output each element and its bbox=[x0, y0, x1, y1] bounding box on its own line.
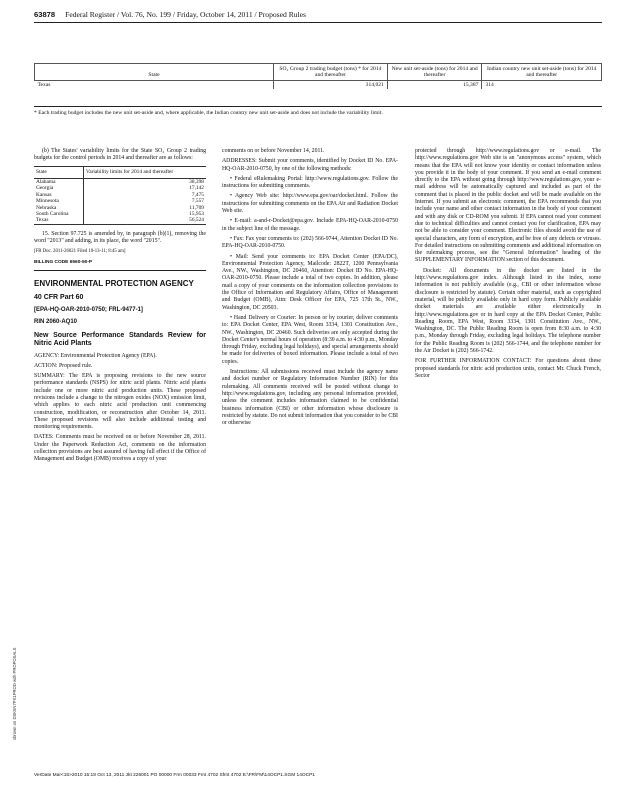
addresses-paragraph: ADDRESSES: Submit your comments, identified by Docket ID No. EPA-HQ-OAR-2010-0750, by one of the following methods: bbox=[222, 158, 398, 172]
paragraph: 15. Section 97.725 is amended by, in paragraph (b)(1), removing the word "2013" and adding, in its place, the word "2015". bbox=[34, 230, 206, 245]
cell-limit: 11,709 bbox=[83, 205, 206, 211]
cell-limit: 15,953 bbox=[83, 211, 206, 217]
col-header-state: State bbox=[34, 166, 83, 178]
table-row bbox=[35, 81, 602, 90]
header-rule bbox=[34, 22, 602, 23]
cell-limit: 56,524 bbox=[83, 217, 206, 224]
bullet-mail: • Mail: Send your comments to: EPA Docket Center (EPA/DC), Environmental Protection Agency, Mailcode: 2822T, 1200 Pennsylvania Ave., NW., Washington, DC 20460, Attention: Docket ID No. EPA-HQ-OAR-2010-0750. Please include a total of two copies. In addition, please mail a copy of your comments on the information collection provisions to the Office of Information and Regulatory Affairs, Office of Management and Budget (OMB), Attn: Desk Officer for EPA, 725 17th St., NW., Washington, DC 20503. bbox=[222, 253, 398, 311]
page-footer: VerDate Mar<15>2010 15:18 Oct 13, 2011 Jkt 226001 PO 00000 Frm 00033 Fmt 4702 Sfmt 4702 E:\FR\FM\14OCP1.SGM 14OCP1 bbox=[34, 773, 315, 778]
cell-limit: 38,398 bbox=[83, 178, 206, 185]
paragraph: comments on or before November 14, 2011. bbox=[222, 148, 325, 154]
page-number: 63878 bbox=[34, 10, 56, 19]
agency-heading: ENVIRONMENTAL PROTECTION AGENCY bbox=[34, 278, 194, 288]
col-header-setaside: New unit set-aside (tons) for 2014 and thereafter bbox=[387, 64, 482, 81]
variability-table bbox=[34, 166, 206, 225]
col-header-state: State bbox=[35, 64, 274, 81]
rule-title: New Source Performance Standards Review for Nitric Acid Plants bbox=[34, 331, 206, 347]
cell-state: Texas bbox=[37, 82, 51, 88]
dates-paragraph: DATES: Comments must be received on or before November 28, 2011. Under the Paperwork Reduction Act, comments on the information collection provisions are best assured of having full effect if the Office of Management and Budget (OMB) receives a copy of your bbox=[34, 434, 206, 463]
cfr-heading: 40 CFR Part 60 bbox=[34, 293, 84, 301]
column-2 bbox=[222, 148, 398, 430]
column-1 bbox=[34, 148, 206, 467]
cell-limit: 7,475 bbox=[83, 192, 206, 198]
cell-state: Minnesota bbox=[36, 198, 59, 205]
bullet-fax: • Fax: Fax your comments to: (202) 566-9744, Attention Docket ID No. EPA-HQ-OAR-2010-0750. bbox=[222, 235, 398, 250]
bullet-hand-delivery: • Hand Delivery or Courier: In person or by courier, deliver comments to: EPA Docket Center, EPA West, Room 3334, 1301 Constitution Ave., NW., Washington, DC 20460. Such deliveries are only accepted during the Docket Center's normal hours of operation (8:30 a.m. to 4:30 p.m., Monday through Friday, excluding legal holidays), and special arrangements should be made for deliveries of boxed information. Please include a total of two copies. bbox=[222, 314, 398, 365]
table-row bbox=[34, 178, 206, 185]
column-3 bbox=[415, 148, 601, 383]
side-stamp: sbrown on DSK6N7PX1PROD with PROPOSALS bbox=[12, 647, 17, 740]
cell-limit: 7,557 bbox=[83, 198, 206, 204]
bullet-email: • E-mail: a-and-r-Docket@epa.gov. Include EPA-HQ-OAR-2010-0750 in the subject line of the message. bbox=[222, 218, 398, 232]
cell-state: Georgia bbox=[36, 185, 54, 192]
bullet-portal: • Federal eRulemaking Portal: http://www.regulations.gov. Follow the instructions for submitting comments. bbox=[222, 175, 398, 190]
publication-line: Federal Register / Vol. 76, No. 199 / Friday, October 14, 2011 / Proposed Rules bbox=[65, 10, 306, 19]
cell-budget: 314,021 bbox=[274, 81, 388, 90]
docket-paragraph: Docket: All documents in the docket are listed in the http://www.regulations.gov index. Although listed in the index, some information is not publicly available (e.g., CBI or other information whose disclosure is restricted by statute). Certain other material, such as copyrighted material, will be publicly available only in hard copy form. Publicly available docket materials are available either electronically in http://www.regulations.gov or in hard copy at the EPA Docket Center, Public Reading Room, EPA West, Room 3334, 1301 Constitution Ave., NW., Washington, DC. The Public Reading Room is open from 8:30 a.m. to 4:30 p.m., Monday through Friday, excluding legal holidays. The telephone number for the Public Reading Room is (202) 566-1744, and the telephone number for the Air Docket is (202) 566-1742. bbox=[415, 267, 601, 355]
table-row bbox=[34, 217, 206, 224]
cell-state: South Carolina bbox=[36, 210, 69, 217]
budget-table bbox=[34, 63, 602, 89]
col-header-indian: Indian country new unit set-aside (tons) for 2014 and thereafter bbox=[482, 64, 602, 81]
cell-state: Kansas bbox=[36, 191, 52, 198]
action-line: ACTION: Proposed rule. bbox=[34, 362, 93, 369]
agency-line: AGENCY: Environmental Protection Agency (EPA). bbox=[34, 352, 157, 359]
cell-indian: 314 bbox=[482, 81, 602, 90]
instructions-paragraph: Instructions: All submissions received must include the agency name and docket number or Regulatory Information Number (RIN) for this rulemaking. All comments received will be posted without change to http://www.regulations.gov, including any personal information provided, unless the comment includes information claimed to be confidential business information (CBI) or other information whose disclosure is restricted by statute. Do not submit information that you consider to be CBI or otherwise bbox=[222, 369, 398, 427]
summary-paragraph: SUMMARY: The EPA is proposing revisions to the new source performance standards (NSPS) for nitric acid plants. Nitric acid plants include one or more nitric acid production units. These proposed revisions include a change to the nitrogen oxides (NOX) emission limit, which applies to each nitric acid production unit commencing construction, modification, or reconstruction after October 14, 2011. These proposed revisions will also include additional testing and monitoring requirements. bbox=[34, 373, 206, 431]
cell-state: Texas bbox=[34, 217, 83, 224]
table-rule bbox=[34, 106, 602, 107]
rin: RIN 2060-AQ10 bbox=[34, 319, 78, 326]
table-footnote: * Each trading budget includes the new unit set-aside and, where applicable, the Indian country new unit set-aside and does not include the variability limit. bbox=[34, 110, 383, 116]
cell-state: Alabama bbox=[36, 178, 56, 185]
page-header bbox=[34, 10, 602, 19]
cell-limit: 17,142 bbox=[83, 185, 206, 191]
paragraph: (b) The States' variability limits for the State SO₂ Group 2 trading budgets for the control periods in 2014 and thereafter are as follows: bbox=[34, 148, 206, 162]
cell-state: Nebraska bbox=[36, 204, 57, 211]
col-header-limits: Variability limits for 2014 and thereafter bbox=[83, 166, 206, 178]
billing-code: BILLING CODE 6560-50-P bbox=[34, 259, 93, 265]
col-header-budget: SO₂ Group 2 trading budget (tons) * for 2014 and thereafter bbox=[274, 64, 388, 81]
filing-line: [FR Doc. 2011-26021 Filed 10-13-11; 8:45 am] bbox=[34, 249, 126, 255]
bullet-website: • Agency Web site: http://www.epa.gov/oar/docket.html. Follow the instructions for submitting comments on the EPA Air and Radiation Docket Web site. bbox=[222, 193, 398, 215]
docket-number: [EPA-HQ-OAR-2010-0750; FRL-9477-1] bbox=[34, 306, 143, 313]
contact-paragraph: FOR FURTHER INFORMATION CONTACT: For questions about these proposed standards for nitric acid production units, contact Mr. Chuck French, Sector bbox=[415, 358, 601, 379]
cell-setaside: 15,387 bbox=[387, 81, 482, 90]
paragraph: protected through http://www.regulations.gov or e-mail. The http://www.regulations.gov Web site is an "anonymous access" system, which means that the EPA will not know your identity or contact information unless you provide it in the body of your comment. If you send an e-mail comment directly to the EPA without going through http://www.regulations.gov, your e-mail address will be automatically captured and included as part of the comment that is placed in the public docket and will be made available on the Internet. If you submit an electronic comment, the EPA recommends that you include your name and other contact information in the body of your comment and with any disk or CD-ROM you submit. If EPA cannot read your comment due to technical difficulties and cannot contact you for clarification, EPA may not be able to consider your comment. Electronic files should avoid the use of special characters, any form of encryption, and be free of any defects or viruses. For detailed instructions on submitting comments and additional information on the rulemaking process, see the "General Information" heading of the SUPPLEMENTARY INFORMATION section of this document. bbox=[415, 148, 601, 264]
